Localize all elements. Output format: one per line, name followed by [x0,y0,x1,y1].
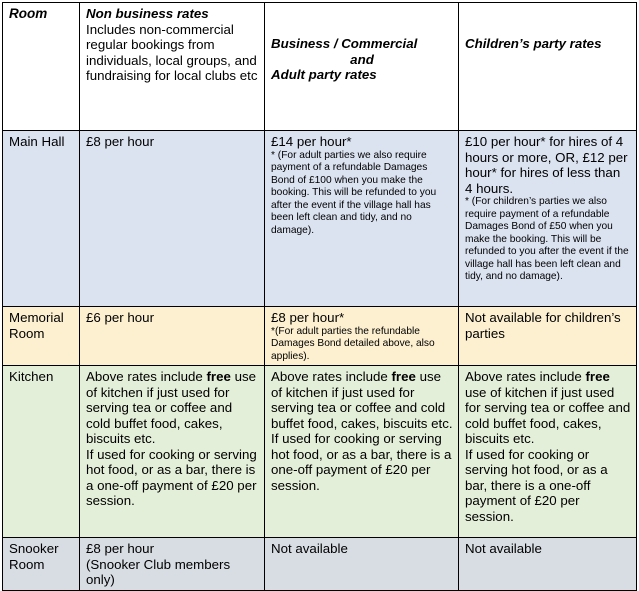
header-non-business-cell [80,3,265,131]
main-hall-business-rate: £14 per hour* [271,134,352,149]
main-hall-non-business: £8 per hour [80,131,265,307]
memorial-non-business: £6 per hour [80,307,265,366]
table-row-kitchen [3,366,637,538]
header-business-line2: and [350,51,374,67]
memorial-business-cell [265,307,459,366]
kitchen-text-post: use of kitchen if just used for serving tea or coffee and cold buffet food, cakes, biscuits etc. [86,369,257,446]
header-row [3,3,637,131]
kitchen-text-hot: If used for cooking or serving hot food, or as a bar, there is a one-off payment of £20 per session. [465,446,608,524]
main-hall-business-cell [265,131,459,307]
header-children-cell [459,3,637,131]
kitchen-text-post: use of kitchen if just used for serving tea or coffee and cold buffet food, cakes, biscuits etc. [465,384,631,446]
rates-table [2,2,637,591]
header-business-cell [265,3,459,131]
snooker-children: Not available [459,538,637,591]
header-business-line3: Adult party rates [271,67,377,82]
kitchen-text-post: use of kitchen if just used for serving tea or coffee and cold buffet food, cakes, biscuits etc. [271,369,453,431]
room-main-hall: Main Hall [3,131,80,307]
kitchen-business-cell [265,366,459,538]
kitchen-text-hot: If used for cooking or serving hot food, or as a bar, there is a one-off payment of £20 per session. [271,431,452,493]
kitchen-non-business-cell [80,366,265,538]
kitchen-text-free: free [206,369,231,384]
kitchen-text-pre: Above rates include [271,369,392,384]
memorial-business-note: *(For adult parties the refundable Damages Bond detailed above, also applies). [271,325,435,362]
memorial-business-rate: £8 per hour* [271,310,345,325]
room-snooker: Snooker Room [3,538,80,591]
table-row-main-hall [3,131,637,307]
header-room: Room [9,6,48,21]
kitchen-text-free: free [585,369,610,384]
room-kitchen: Kitchen [3,366,80,538]
memorial-children: Not available for children’s parties [459,307,637,366]
kitchen-text-free: free [391,369,416,384]
snooker-non-business-rate: £8 per hour [86,541,155,556]
snooker-business: Not available [265,538,459,591]
main-hall-children-cell [459,131,637,307]
table-row-memorial-room [3,307,637,366]
kitchen-text-pre: Above rates include [86,369,207,384]
main-hall-business-note: * (For adult parties we also require payment of a refundable Damages Bond of £100 when you make the booking. This will be refunded to you after the event if the village hall has been left clean and tidy, and no damage). [271,149,437,236]
kitchen-children-cell [459,366,637,538]
main-hall-children-rate: £10 per hour* for hires of 4 hours or more, OR, £12 per hour* for hires of less than 4 hours. [465,134,628,196]
header-business-line1: Business / Commercial [271,36,418,51]
header-non-business-desc: Includes non-commercial regular bookings from individuals, local groups, and fundraising for local clubs etc [86,21,258,83]
header-room-cell [3,3,80,131]
snooker-non-business-note: (Snooker Club members only) [86,556,231,587]
main-hall-children-note: * (For children’s parties we also require payment of a refundable Damages Bond of £50 when you make the booking. This will be refunded to you after the event if the village hall has been left clean and tidy, and no damage). [465,196,629,282]
header-non-business-title: Non business rates [86,6,209,21]
header-children-title: Children’s party rates [465,36,602,51]
room-memorial: Memorial Room [3,307,80,366]
kitchen-text-hot: If used for cooking or serving hot food, or as a bar, there is a one-off payment of £20 per session. [86,446,257,508]
kitchen-text-pre: Above rates include [465,369,586,384]
